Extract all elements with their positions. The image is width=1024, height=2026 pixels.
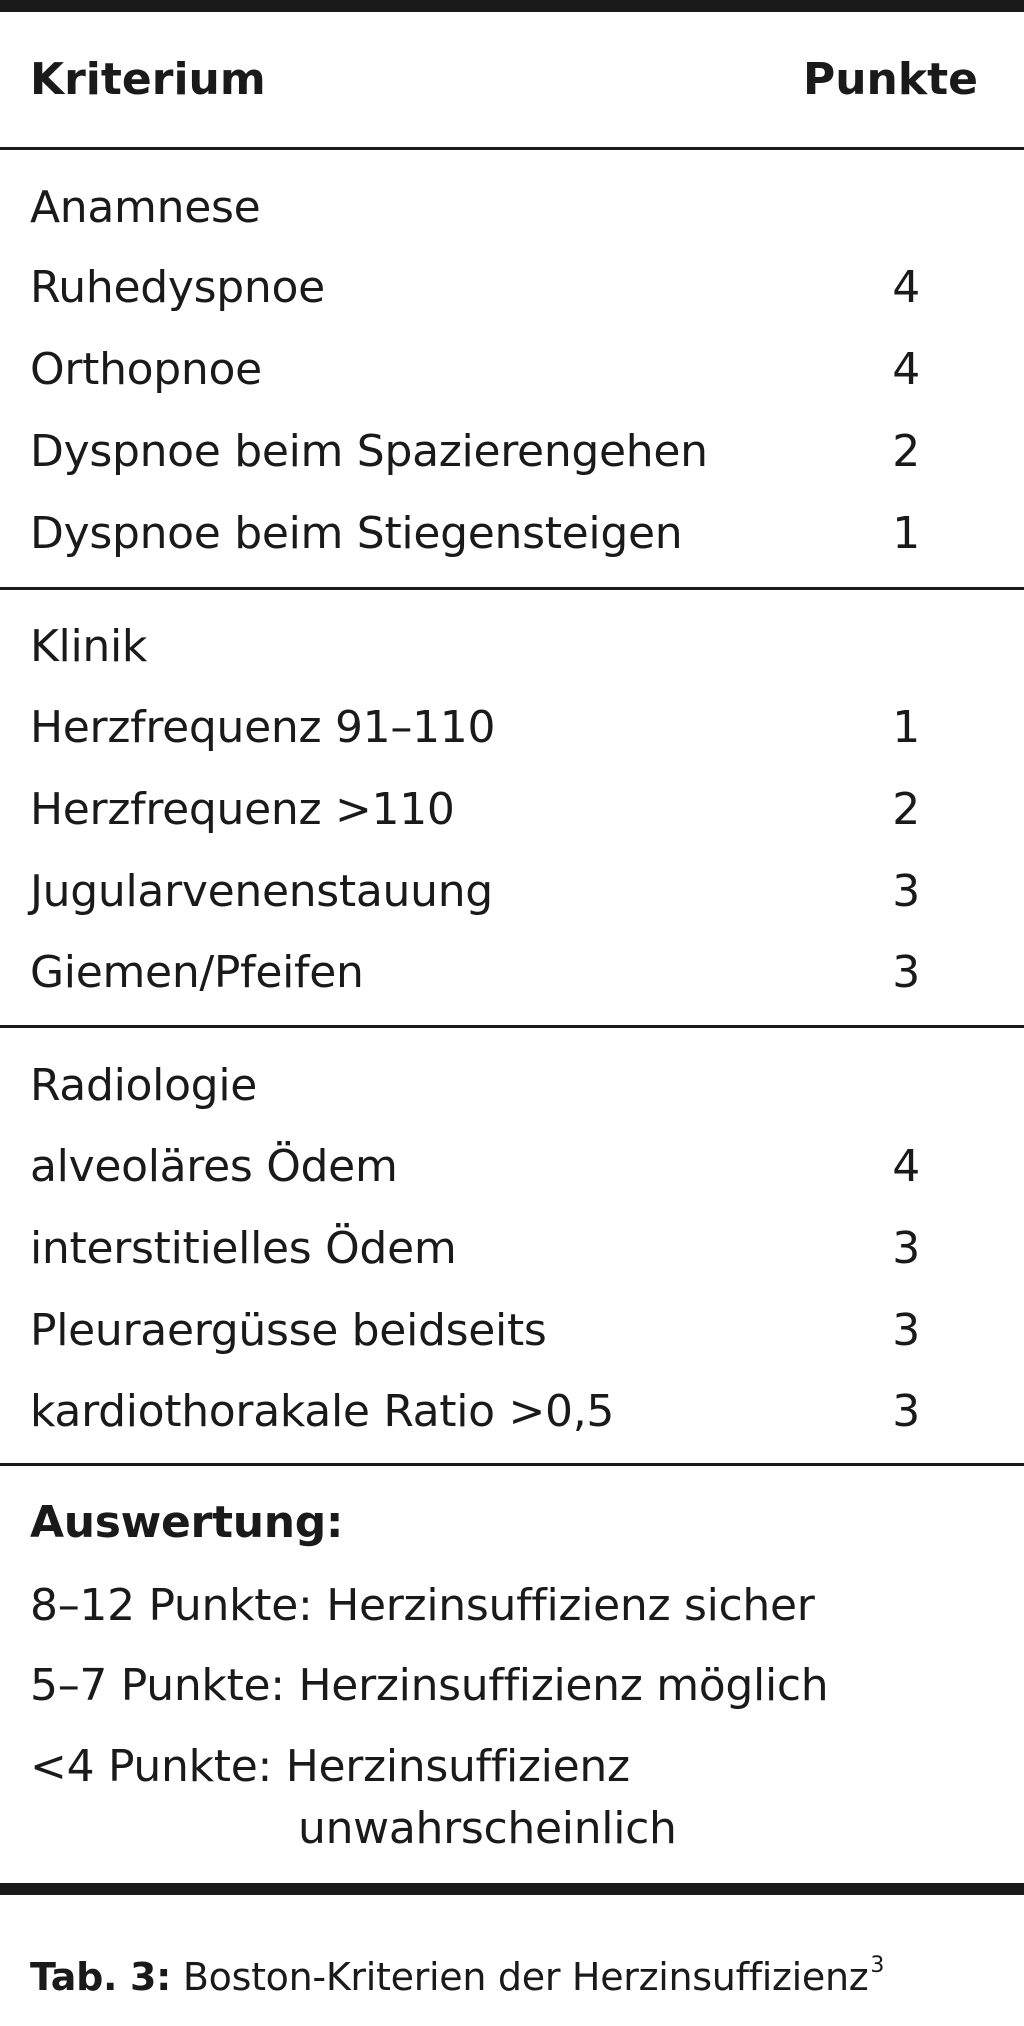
row-label: Dyspnoe beim Stiegensteigen (30, 508, 683, 559)
row-label: Herzfrequenz 91–110 (30, 702, 496, 753)
row-points: 3 (892, 866, 920, 917)
section-title-anamnese: Anamnese (30, 182, 261, 233)
row-points: 2 (892, 784, 920, 835)
caption-text: Boston-Kriterien der Herzinsuffizienz (171, 1955, 869, 1999)
evaluation-line: 8–12 Punkte: Herzinsuffizienz sicher (30, 1580, 815, 1631)
row-label: Giemen/Pfeifen (30, 947, 364, 998)
row-label: Herzfrequenz >110 (30, 784, 455, 835)
header-rule (0, 147, 1024, 150)
section-divider (0, 1463, 1024, 1466)
bottom-rule (0, 1883, 1024, 1895)
row-points: 4 (892, 344, 920, 395)
section-title-klinik: Klinik (30, 621, 148, 672)
section-divider (0, 587, 1024, 590)
row-label: Pleuraergüsse beidseits (30, 1305, 547, 1356)
row-points: 2 (892, 426, 920, 477)
row-points: 3 (892, 1223, 920, 1274)
caption-reference: 3 (870, 1953, 885, 1978)
row-points: 3 (892, 947, 920, 998)
section-title-radiologie: Radiologie (30, 1060, 258, 1111)
evaluation-line: 5–7 Punkte: Herzinsuffizienz möglich (30, 1660, 829, 1711)
row-points: 4 (892, 262, 920, 313)
table-caption (30, 1953, 885, 1999)
top-rule (0, 0, 1024, 12)
row-label: alveoläres Ödem (30, 1141, 398, 1192)
row-label: Jugularvenenstauung (30, 866, 493, 917)
header-points: Punkte (802, 54, 978, 105)
row-label: Orthopnoe (30, 344, 262, 395)
row-label: kardiothorakale Ratio >0,5 (30, 1386, 615, 1437)
section-divider (0, 1025, 1024, 1028)
row-points: 3 (892, 1305, 920, 1356)
evaluation-line-continuation: unwahrscheinlich (298, 1803, 677, 1854)
header-criterion: Kriterium (30, 54, 266, 105)
row-points: 3 (892, 1386, 920, 1437)
row-points: 4 (892, 1141, 920, 1192)
row-label: Dyspnoe beim Spazierengehen (30, 426, 708, 477)
row-label: interstitielles Ödem (30, 1223, 457, 1274)
evaluation-line: <4 Punkte: Herzinsuffizienz (30, 1741, 630, 1792)
row-points: 1 (892, 702, 920, 753)
evaluation-title: Auswertung: (30, 1497, 344, 1548)
row-points: 1 (892, 508, 920, 559)
row-label: Ruhedyspnoe (30, 262, 325, 313)
caption-label: Tab. 3: (30, 1955, 172, 1999)
